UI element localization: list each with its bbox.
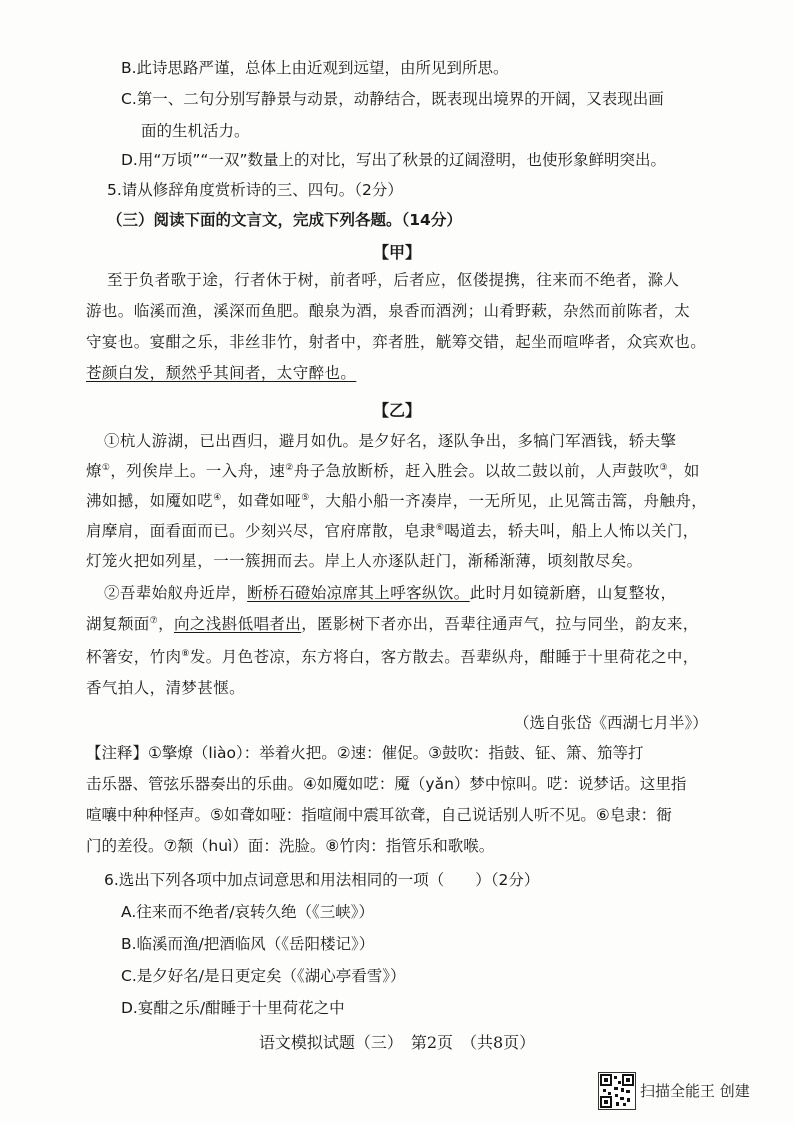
underlined-sentence: 断桥石磴始凉席其上呼客纵饮。 [247,584,470,602]
q4-option-c-line2: 面的生机活力。 [141,122,250,140]
passage-jia-line3: 守宴也。宴酣之乐，非丝非竹，射者中，弈者胜，觥筹交错，起坐而喧哗者，众宾欢也。 [86,333,707,351]
note-marker: ③ [659,462,668,473]
text-span: 杯箸安，竹肉 [86,648,182,666]
question-5: 5.请从修辞角度赏析诗的三、四句。（2分） [107,181,403,199]
notes-line2: 击乐器、管弦乐器奏出的乐曲。④如魇如呓：魇（yǎn）梦中惊叫。呓：说梦话。这里指 [86,775,687,793]
passage-jia-line4: 苍颜白发，颓然乎其间者，太守醉也。 [86,364,357,382]
text-span: 舟子急放断桥，赶入胜会。以故二鼓以前，人声鼓吹 [293,462,660,480]
q4-option-c-line1: C.第一、二句分别写静景与动景，动静结合，既表现出境界的开阔，又表现出画 [121,90,664,108]
passage-yi-p1-line2 [86,461,700,481]
passage-yi-heading: 【乙】 [372,401,421,420]
passage-yi-p1-line5: 灯笼火把如列星，一一簇拥而去。岸上人亦逐队赶门，渐稀渐薄，顷刻散尽矣。 [86,552,643,570]
passage-jia-line2: 游也。临溪而渔，溪深而鱼肥。酿泉为酒，泉香而酒洌；山肴野蔌，杂然而前陈者，太 [86,302,691,320]
section-3-heading: （三）阅读下面的文言文，完成下列各题。（14分） [107,211,462,229]
passage-jia-heading: 【甲】 [372,243,421,262]
note-marker: ① [101,462,111,473]
passage-yi-p2-line3 [86,647,699,667]
q4-option-d: D.用“万顷”“一双”数量上的对比，写出了秋景的辽阔澄明，也使形象鲜明突出。 [121,151,666,169]
note-marker: ⑤ [301,492,310,503]
text-span: ，如 [667,462,700,480]
question-6-option-b: B.临溪而渔/把酒临风（《岳阳楼记》） [121,935,375,953]
text-span: ，匿影树下者亦出，吾辈往通声气，拉与同坐，韵友来， [301,615,699,633]
scanner-watermark: 扫描全能王 创建 [640,1082,750,1100]
notes-line1: 【注释】①擎燎（liào）：举着火把。②速：催促。③鼓吹：指鼓、钲、箫、笳等打 [86,744,644,762]
text-span: 湖复颒面 [86,615,150,633]
text-span: 此时月如镜新磨，山复整妆， [469,584,677,602]
underlined-sentence: 向之浅斟低唱者出 [173,615,302,633]
notes-line4: 门的差役。⑦颒（huì）面：洗脸。⑧竹肉：指管乐和歌喉。 [86,837,495,855]
note-marker: ④ [213,492,222,503]
question-6-stem: 6.选出下列各项中加点词意思和用法相同的一项（ ）（2分） [104,871,540,889]
text-span: 肩摩肩，面看面而已。少刻兴尽，官府席散，皂隶 [86,522,436,540]
qr-code-icon [598,1072,636,1110]
text-span: 发。月色苍凉，东方将白，客方散去。吾辈纵舟，酣睡于十里荷花之中， [189,648,699,666]
text-span: 沸如撼，如魇如呓 [86,492,214,510]
passage-source: （选自张岱《西湖七月半》） [514,714,708,732]
passage-yi-p1-line3 [86,491,707,511]
notes-line3: 喧嚷中种种怪声。⑤如聋如哑：指喧闹中震耳欲聋，自己说话别人听不见。⑥皂隶：衙 [86,806,672,824]
text-span: 燎 [86,462,102,480]
question-6-option-a: A.往来而不绝者/哀转久绝（《三峡》） [121,903,374,921]
text-span: ，如聋如哑 [221,492,302,510]
passage-yi-p2-line1 [104,583,676,603]
question-6-option-c: C.是夕好名/是日更定矣（《湖心亭看雪》） [121,967,406,985]
text-span: ②吾辈始舣舟近岸， [104,584,248,602]
text-span: ，大船小船一齐凑岸，一无所见，止见篙击篙，舟触舟， [309,492,708,510]
text-span: 喝道去，轿夫叫，船上人怖以关门， [444,522,699,540]
q4-option-b: B.此诗思路严谨，总体上由近观到远望，由所见到所思。 [121,59,509,77]
note-marker: ⑧ [181,648,190,659]
passage-yi-p1-line4 [86,521,699,541]
note-marker: ② [285,462,294,473]
question-6-option-d: D.宴酣之乐/酣睡于十里荷花之中 [121,999,345,1017]
passage-jia-line1: 至于负者歌于途，行者休于树，前者呼，后者应，伛偻提携，往来而不绝者，滁人 [107,271,680,289]
page-footer: 语文模拟试题（三） 第2页 （共8页） [258,1033,536,1052]
note-marker: ⑦ [149,615,159,626]
passage-yi-p1-line1: ①杭人游湖，已出酉归，避月如仇。是夕好名，逐队争出，多犒门军酒钱，轿夫擎 [104,432,677,450]
note-marker: ⑥ [435,522,445,533]
passage-yi-p2-line2 [86,614,699,634]
text-span: ，列俟岸上。一入舟，速 [110,462,286,480]
text-span: ， [158,615,174,633]
passage-yi-p2-line4: 香气拍人，清梦甚惬。 [86,679,246,697]
